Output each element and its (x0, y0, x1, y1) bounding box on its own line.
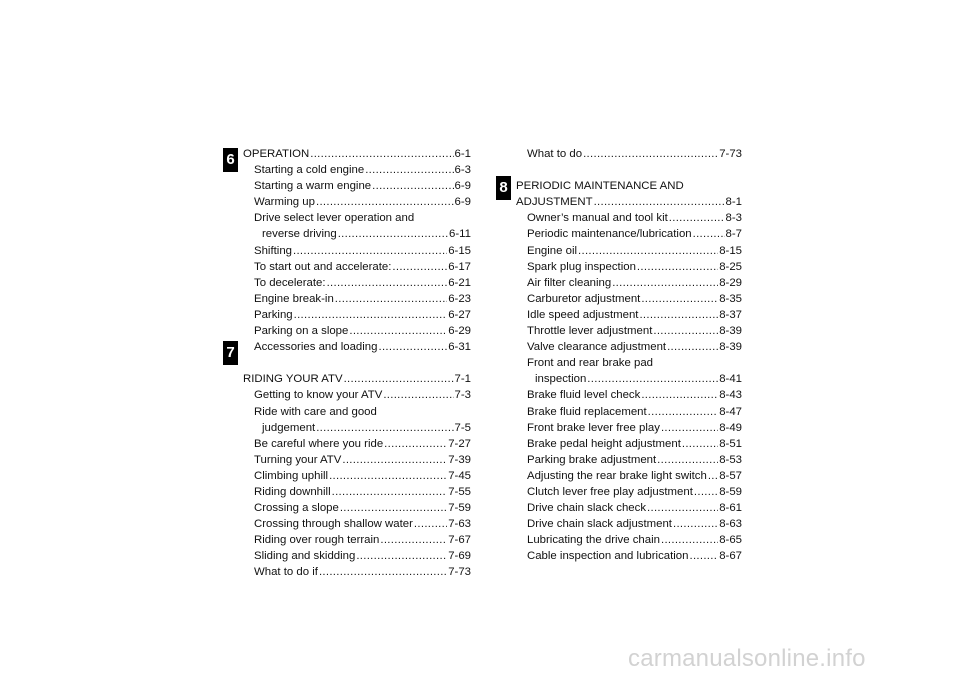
toc-spacer (243, 355, 471, 371)
toc-dot-leader (342, 452, 447, 468)
chapter-tab-8: 8 (496, 176, 511, 200)
toc-entry[interactable] (516, 500, 742, 516)
toc-entry-page: 6-11 (449, 228, 471, 241)
toc-dot-leader (612, 275, 718, 291)
toc-entry[interactable] (243, 564, 471, 580)
toc-entry-page: 8-15 (719, 244, 742, 257)
toc-dot-leader (316, 194, 454, 210)
toc-entry-title: Turning your ATV (254, 453, 342, 466)
toc-dot-leader (578, 243, 718, 259)
toc-chapter-entry[interactable] (243, 371, 471, 387)
toc-entry-title: Crossing a slope (254, 502, 339, 515)
toc-entry-title: Getting to know your ATV (254, 389, 383, 402)
toc-entry[interactable] (516, 226, 742, 242)
toc-entry-page: 6-29 (448, 325, 471, 338)
toc-entry[interactable] (516, 146, 742, 162)
toc-entry-title: Warming up (254, 196, 315, 209)
toc-entry[interactable] (243, 210, 471, 226)
toc-dot-leader (648, 404, 719, 420)
toc-entry-page: 7-73 (448, 566, 471, 579)
toc-entry[interactable] (516, 484, 742, 500)
toc-dot-leader (327, 275, 448, 291)
toc-entry[interactable] (516, 371, 742, 387)
toc-entry[interactable] (243, 259, 471, 275)
toc-entry-page: 8-3 (725, 212, 742, 225)
toc-dot-leader (583, 146, 718, 162)
toc-entry[interactable] (516, 323, 742, 339)
toc-entry-page: 7-1 (454, 373, 471, 386)
toc-entry-title: Drive chain slack adjustment (527, 518, 672, 531)
toc-entry-page: 6-21 (448, 276, 471, 289)
toc-entry-title: Riding downhill (254, 485, 331, 498)
toc-entry-title: Brake fluid replacement (527, 405, 647, 418)
toc-dot-leader (344, 371, 454, 387)
toc-dot-leader (587, 371, 718, 387)
toc-entry-page: 7-67 (448, 534, 471, 547)
toc-entry-page: 7-45 (448, 469, 471, 482)
toc-entry[interactable] (243, 194, 471, 210)
toc-entry-page: 6-3 (454, 164, 471, 177)
toc-entry-title: Crossing through shallow water (254, 518, 413, 531)
toc-dot-leader (657, 452, 718, 468)
toc-entry-title: Be careful where you ride (254, 437, 384, 450)
toc-entry-title: Clutch lever free play adjustment (527, 485, 693, 498)
toc-chapter-entry[interactable] (516, 178, 742, 194)
toc-entry[interactable] (516, 387, 742, 403)
toc-entry-title: ADJUSTMENT (516, 196, 593, 209)
toc-entry-title: judgement (262, 421, 316, 434)
toc-entry-page: 7-55 (448, 485, 471, 498)
chapter-tab-7: 7 (223, 341, 238, 365)
toc-entry[interactable] (516, 210, 742, 226)
toc-entry[interactable] (516, 404, 742, 420)
toc-entry-page: 8-63 (719, 518, 742, 531)
toc-entry[interactable] (516, 307, 742, 323)
toc-dot-leader (647, 500, 718, 516)
toc-entry[interactable] (243, 178, 471, 194)
toc-entry-title: Throttle lever adjustment (527, 325, 653, 338)
toc-entry-title: Riding over rough terrain (254, 534, 380, 547)
toc-dot-leader (335, 291, 447, 307)
toc-dot-leader (694, 484, 718, 500)
toc-entry-page: 8-7 (725, 228, 742, 241)
toc-entry-title: To decelerate: (254, 276, 326, 289)
toc-entry-page: 7-39 (448, 453, 471, 466)
toc-entry-title: Parking brake adjustment (527, 453, 657, 466)
toc-entry[interactable] (243, 436, 471, 452)
toc-entry[interactable] (243, 500, 471, 516)
toc-entry-title: Drive select lever operation and (254, 212, 415, 225)
toc-entry-title: OPERATION (243, 148, 310, 160)
toc-entry-page: 8-39 (719, 341, 742, 354)
toc-entry[interactable] (243, 548, 471, 564)
toc-entry-page: 8-1 (725, 196, 742, 209)
toc-dot-leader (414, 516, 447, 532)
toc-entry[interactable] (516, 355, 742, 371)
toc-dot-leader (316, 420, 453, 436)
toc-entry-page: 7-63 (448, 518, 471, 531)
toc-dot-leader (365, 162, 453, 178)
toc-dot-leader (594, 194, 725, 210)
toc-entry-title: Brake fluid level check (527, 389, 641, 402)
toc-entry-page: 8-49 (719, 421, 742, 434)
toc-entry[interactable] (243, 516, 471, 532)
toc-entry-page: 8-39 (719, 325, 742, 338)
toc-entry[interactable] (243, 452, 471, 468)
toc-dot-leader (639, 307, 718, 323)
toc-dot-leader (661, 420, 718, 436)
toc-dot-leader (332, 484, 448, 500)
toc-left-column (243, 146, 471, 581)
toc-dot-leader (380, 532, 447, 548)
toc-dot-leader (378, 339, 447, 355)
toc-entry-title: Sliding and skidding (254, 550, 356, 563)
toc-entry[interactable] (243, 307, 471, 323)
toc-dot-leader (340, 500, 447, 516)
toc-entry-page: 6-1 (454, 148, 471, 160)
toc-entry[interactable] (516, 339, 742, 355)
toc-dot-leader (641, 291, 718, 307)
toc-entry-title: Engine break-in (254, 292, 334, 305)
toc-entry-title: inspection (535, 373, 587, 386)
toc-entry-title: Spark plug inspection (527, 260, 636, 273)
toc-entry[interactable] (243, 420, 471, 436)
toc-dot-leader (708, 468, 718, 484)
toc-entry-page: 7-27 (448, 437, 471, 450)
toc-entry-page: 8-57 (719, 469, 742, 482)
toc-entry-page: 6-31 (448, 341, 471, 354)
toc-chapter-entry[interactable] (516, 194, 742, 210)
toc-entry[interactable] (243, 339, 471, 355)
toc-entry-title: Lubricating the drive chain (527, 534, 660, 547)
toc-entry[interactable] (516, 259, 742, 275)
toc-entry-title: Cable inspection and lubrication (527, 550, 689, 563)
toc-dot-leader (294, 307, 448, 323)
toc-entry[interactable] (243, 468, 471, 484)
toc-entry-page: 8-61 (719, 502, 742, 515)
toc-dot-leader (338, 226, 448, 242)
toc-dot-leader (667, 339, 718, 355)
toc-dot-leader (669, 210, 725, 226)
toc-dot-leader (641, 387, 718, 403)
toc-entry-page: 8-43 (719, 389, 742, 402)
toc-dot-leader (372, 178, 453, 194)
toc-entry-title: To start out and accelerate: (254, 260, 392, 273)
toc-spacer (516, 162, 742, 178)
toc-entry[interactable] (516, 243, 742, 259)
toc-entry-title: What to do if (254, 566, 318, 579)
toc-entry[interactable] (516, 452, 742, 468)
toc-entry-title: Ride with care and good (254, 405, 377, 418)
toc-entry-title: Brake pedal height adjustment (527, 437, 681, 450)
toc-dot-leader (693, 226, 725, 242)
toc-entry-title: Starting a warm engine (254, 180, 372, 193)
toc-entry-title: Periodic maintenance/lubrication (527, 228, 692, 241)
toc-dot-leader (293, 243, 447, 259)
toc-entry[interactable] (516, 468, 742, 484)
toc-right-column (516, 146, 742, 564)
toc-dot-leader (653, 323, 718, 339)
toc-entry[interactable] (243, 291, 471, 307)
toc-entry-title: Carburetor adjustment (527, 292, 641, 305)
toc-entry[interactable] (243, 243, 471, 259)
toc-entry-page: 8-65 (719, 534, 742, 547)
toc-entry-title: Front and rear brake pad (527, 357, 654, 370)
toc-dot-leader (383, 387, 453, 403)
toc-entry-page: 6-17 (448, 260, 471, 273)
toc-dot-leader (319, 564, 447, 580)
toc-entry-title: Drive chain slack check (527, 502, 647, 515)
toc-entry-title: Owner’s manual and tool kit (527, 212, 668, 225)
chapter-tab-6: 6 (223, 148, 238, 172)
toc-entry[interactable] (243, 226, 471, 242)
toc-entry-title: Starting a cold engine (254, 164, 365, 177)
toc-entry[interactable] (516, 516, 742, 532)
toc-entry[interactable] (516, 436, 742, 452)
toc-dot-leader (392, 259, 447, 275)
toc-entry-page: 6-9 (454, 180, 471, 193)
toc-entry-page: 8-47 (719, 405, 742, 418)
toc-entry-title: Parking (254, 308, 293, 321)
toc-entry-title: Accessories and loading (254, 341, 378, 354)
toc-entry-page: 8-29 (719, 276, 742, 289)
toc-dot-leader (682, 436, 718, 452)
toc-entry-title: Shifting (254, 244, 292, 257)
toc-entry-title: PERIODIC MAINTENANCE AND (516, 180, 684, 193)
toc-entry-page: 8-67 (719, 550, 742, 563)
toc-entry[interactable] (516, 532, 742, 548)
toc-entry-page: 7-73 (719, 148, 742, 160)
toc-entry-title: Engine oil (527, 244, 578, 257)
toc-entry-page: 8-53 (719, 453, 742, 466)
watermark-text: carmanualsonline.info (628, 645, 866, 672)
toc-chapter-entry[interactable] (243, 146, 471, 162)
toc-dot-leader (349, 323, 447, 339)
toc-dot-leader (673, 516, 718, 532)
toc-entry[interactable] (516, 291, 742, 307)
toc-entry-title: Valve clearance adjustment (527, 341, 667, 354)
toc-entry-page: 7-59 (448, 502, 471, 515)
toc-dot-leader (661, 532, 718, 548)
toc-entry-title: Air filter cleaning (527, 276, 612, 289)
toc-entry-page: 8-59 (719, 485, 742, 498)
toc-entry-title: reverse driving (262, 228, 337, 241)
toc-dot-leader (329, 468, 447, 484)
toc-entry-page: 8-25 (719, 260, 742, 273)
toc-entry-title: Idle speed adjustment (527, 308, 639, 321)
toc-entry-title: RIDING YOUR ATV (243, 373, 343, 386)
toc-entry[interactable] (243, 484, 471, 500)
toc-entry[interactable] (243, 404, 471, 420)
toc-entry-page: 6-15 (448, 244, 471, 257)
toc-entry-page: 8-41 (719, 373, 742, 386)
toc-entry-title: Climbing uphill (254, 469, 329, 482)
toc-entry[interactable] (516, 275, 742, 291)
toc-entry[interactable] (243, 275, 471, 291)
toc-entry-title: What to do (527, 148, 583, 160)
toc-entry-title: Front brake lever free play (527, 421, 660, 434)
toc-entry-page: 6-27 (448, 308, 471, 321)
toc-dot-leader (310, 146, 453, 162)
toc-dot-leader (356, 548, 447, 564)
toc-entry-page: 7-5 (454, 421, 471, 434)
toc-entry-page: 6-23 (448, 292, 471, 305)
toc-entry[interactable] (243, 387, 471, 403)
toc-entry-page: 6-9 (454, 196, 471, 209)
toc-entry-page: 8-35 (719, 292, 742, 305)
toc-entry[interactable] (516, 548, 742, 564)
toc-entry[interactable] (516, 420, 742, 436)
toc-entry[interactable] (243, 532, 471, 548)
toc-dot-leader (637, 259, 718, 275)
toc-entry-title: Parking on a slope (254, 325, 349, 338)
toc-entry-page: 7-3 (454, 389, 471, 402)
toc-entry-page: 7-69 (448, 550, 471, 563)
toc-entry-page: 8-37 (719, 308, 742, 321)
toc-entry[interactable] (243, 162, 471, 178)
toc-entry-title: Adjusting the rear brake light switch (527, 469, 707, 482)
toc-entry-page: 8-51 (719, 437, 742, 450)
toc-dot-leader (689, 548, 718, 564)
toc-entry[interactable] (243, 323, 471, 339)
toc-dot-leader (384, 436, 447, 452)
